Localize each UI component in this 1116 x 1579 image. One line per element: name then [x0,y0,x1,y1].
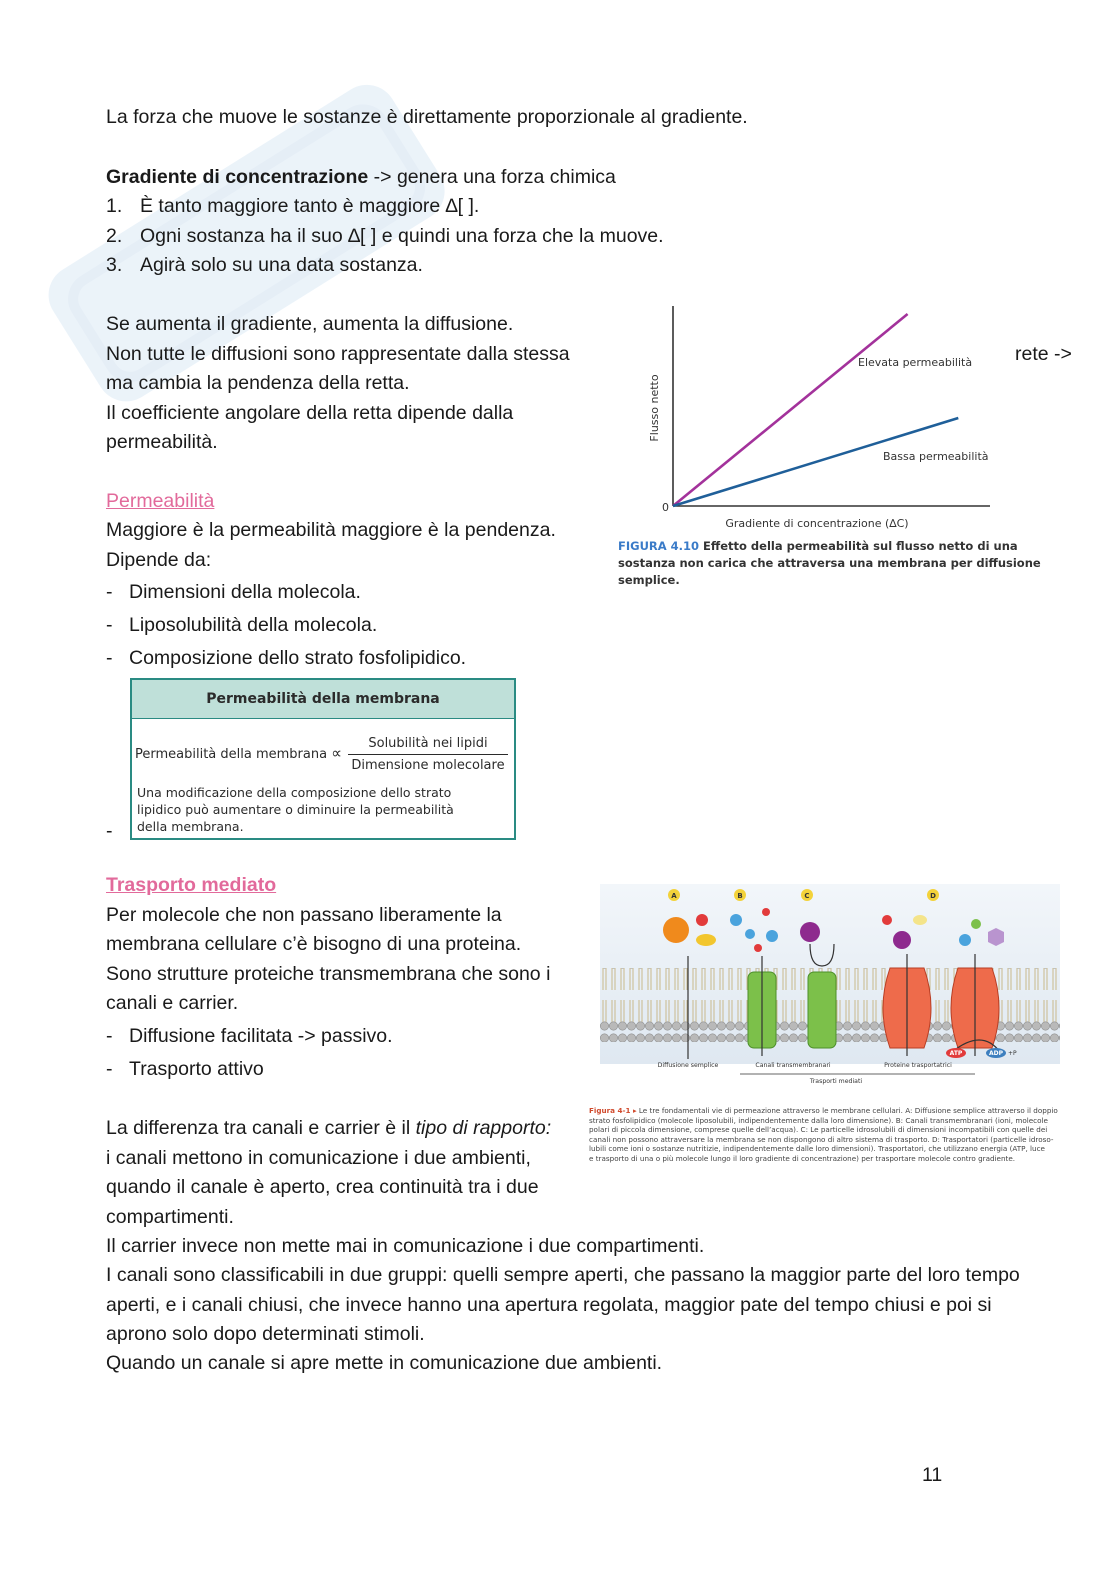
fraction-denominator: Dimensione molecolare [351,758,505,773]
label-simple-diffusion: Diffusione semplice [657,1062,719,1069]
channels-line: aprono solo dopo determinati stimoli. [106,1323,425,1345]
series-line-high [673,314,908,506]
molecule [766,930,778,942]
molecule [882,915,892,925]
molecule [696,914,708,926]
intro-paragraph: La forza che muove le sostanze è direttamente proporzionale al gradiente. [106,106,748,128]
channels-line: quando il canale è aperto, crea continuità tra i due [106,1176,539,1198]
label-channels: Canali transmembranari [755,1062,831,1069]
molecule [800,922,820,942]
channels-line: Il carrier invece non mette mai in comunicazione i due compartimenti. [106,1235,705,1257]
transport-line: Sono strutture proteiche transmembrana che sono i [106,963,551,985]
y-axis-label: Flusso netto [648,374,661,442]
atp-label: ATP [949,1050,963,1057]
diffusion-line: Il coefficiente angolare della retta dipende dalla [106,402,514,424]
channel-protein [808,972,836,1048]
channels-line: aperti, e i canali chiusi, che invece hanno una apertura regolata, maggior pate del tempo chiusi e poi si [106,1294,992,1316]
letter-c: C [804,892,810,900]
box-lhs: Permeabilità della membrana ∝ [135,744,342,762]
x-axis-label: Gradiente di concentrazione (∆C) [725,517,909,530]
emphasis: tipo di rapporto: [415,1117,552,1139]
box-note: Una modificazione della composizione dello strato lipidico può aumentare o diminuire la permeabilità della membrana. [137,785,454,834]
molecule [893,931,911,949]
permeability-chart [620,296,1000,536]
diffusion-line: Se aumenta il gradiente, aumenta la diffusione. [106,313,514,335]
diffusion-line: Non tutte le diffusioni sono rappresentate dalla stessa [106,343,570,365]
transport-list [106,1020,393,1086]
letter-b: B [737,892,743,900]
permeability-formula-box [130,678,516,840]
list-item: - Composizione dello strato fosfolipidico. [106,647,467,669]
gradient-heading [106,163,616,193]
origin-label: 0 [662,501,669,514]
channels-line: I canali sono classificabili in due gruppi: quelli sempre aperti, che passano la maggior parte del loro tempo [106,1264,1020,1286]
list-item: 2. Ogni sostanza ha il suo ∆[ ] e quindi una forza che la muove. [106,224,664,247]
molecule [754,944,762,952]
box-fraction [348,736,508,773]
gradient-list [106,192,664,281]
box-title: Permeabilità della membrana [132,680,514,719]
molecule [971,919,981,929]
list-item: - Liposolubilità della molecola. [106,614,378,636]
permeability-line: Maggiore è la permeabilità maggiore è la pendenza. [106,519,556,541]
proportional-symbol: ∝ [331,744,342,762]
permeability-list [106,576,466,675]
diffusion-line: ma cambia la pendenza della retta. [106,372,410,394]
letter-d: D [930,892,936,900]
gradient-title: Gradiente di concentrazione [106,166,369,188]
channels-line: La differenza tra canali e carrier è il tipo di rapporto: [106,1117,552,1139]
molecule [913,915,927,925]
transport-line: canali e carrier. [106,992,239,1014]
molecule [762,908,770,916]
molecule [730,914,742,926]
gradient-title-rest: -> genera una forza chimica [368,166,616,188]
label-carriers: Proteine trasportatrici [884,1062,952,1069]
list-item: - Dimensioni della molecola. [106,581,361,603]
letter-a: A [671,892,677,900]
diffusion-line: permeabilità. [106,431,218,453]
list-item: 1. È tanto maggiore tanto è maggiore ∆[ ]. [106,195,480,217]
series-label-high: Elevata permeabilità [858,356,973,369]
permeability-line: Dipende da: [106,549,212,571]
diffusion-line-end: rete -> [1015,343,1072,365]
label-mediated: Trasporti mediati [809,1078,863,1085]
channels-line: compartimenti. [106,1206,234,1228]
transport-heading: Trasporto mediato [106,874,277,896]
molecule [696,934,716,946]
box-dash: - [106,820,113,842]
list-item: - Trasporto attivo [106,1058,264,1080]
transport-line: membrana cellulare c’è bisogno di una proteina. [106,933,522,955]
membrane-transport-illustration [600,884,1060,1089]
channels-line: i canali mettono in comunicazione i due ambienti, [106,1147,531,1169]
list-item: - Diffusione facilitata -> passivo. [106,1025,393,1047]
channels-line: Quando un canale si apre mette in comunicazione due ambienti. [106,1352,663,1374]
figure-4-10-caption: FIGURA 4.10 Effetto della permeabilità sul flusso netto di una sostanza non carica che attraversa una membrana per diffusione semplice. [618,539,1041,587]
list-item: 3. Agirà solo su una data sostanza. [106,254,423,277]
pi-label: +P [1008,1050,1017,1057]
transport-line: Per molecole che non passano liberamente la [106,904,502,926]
adp-label: ADP [988,1050,1004,1057]
molecule [959,934,971,946]
molecule [745,929,755,939]
page-number: 11 [922,1464,943,1486]
figure-4-1-caption: Figura 4-1 ▸ Le tre fondamentali vie di permeazione attraverso le membrane cellulari. A: Diffusione semplice attraverso il doppio strato fosfolipidico (molecole liposolubili, indipendentemente dalla loro dimensione). B: Canali transmembranari (ioni, molecole polari di piccola dimensione, comprese quelle dell’acqua). C: Le particelle idrosolubili di dimensioni incompatibili con quelle dei canali non possono attraversare la membrana se non dispongono di altro sistema di trasporto. D: Trasportatori (particelle idroso- lubili come ioni o sostanze nutritizie, indipendentemente dalle loro dimensioni). Trasportatori, che utilizzano energia (ATP, luce e trasporto di una o più molecole lungo il loro gradiente di concentrazione) per trasportare molecole contro gradiente. [589,1106,1058,1163]
molecule [663,917,689,943]
series-label-low: Bassa permeabilità [883,450,989,463]
permeability-heading: Permeabilità [106,490,215,512]
fraction-numerator: Solubilità nei lipidi [348,736,508,755]
